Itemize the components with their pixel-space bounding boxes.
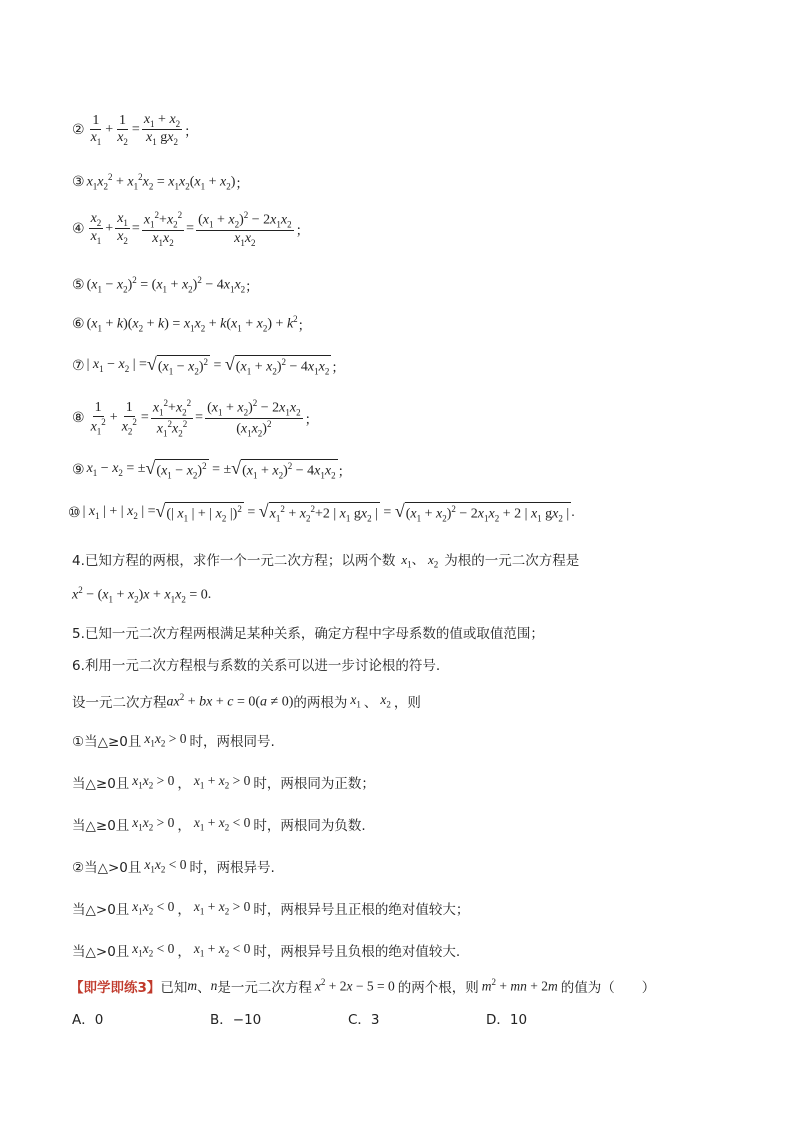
paragraph-7: 设一元二次方程 $ax^2$ + bx + c = 0(a ≠ 0) 的两根为 $x_1$ 、 $x_2$ ，则 bbox=[72, 691, 421, 711]
formula-10: ⑩ | $x_1$ | + | $x_2$ | = √ (| $x_1$ | + | $x_2$ |)$^2$ = √ $x_1^2 + x_2^2+2$ | $x_1$ $gx_2$ | = √ $(x_1 + x_2)^2 - 2x_1x_2 + 2$ | $x_1$ $gx_2$ | . bbox=[68, 501, 575, 524]
paragraph-4-equation: $x^2 - (x_1 + x_2)x + x_1x_2 = 0$ . bbox=[72, 585, 212, 605]
exercise-question: 【即学即练3】 已知 m 、 n 是一元二次方程 $x^2 + 2x - 5 = 0$ 的两个根，则 $m^2$ + mn + 2m 的值为（ ） bbox=[70, 977, 656, 996]
option-c[interactable]: C．3 bbox=[348, 1012, 380, 1028]
item-marker: ② bbox=[72, 121, 85, 138]
formula-8: ⑧ $\frac{1}{x_1^2}$ + $\frac{1}{x_2^2}$ = $\frac{x_1^2+x_2^2}{x_1^2x_2^2}$ = $\frac{(x_1 + x_2)^2 - 2x_1x_2}{(x_1x_2)^2}$ ； bbox=[72, 398, 319, 439]
paragraph-5: 5.已知一元二次方程两根满足某种关系，确定方程中字母系数的值或取值范围； bbox=[72, 626, 544, 642]
formula-2: ② $\frac{1}{x_1}$ + $\frac{1}{x_2}$ = $\frac{x_1 + x_2}{x_1 gx_2}$ ； bbox=[72, 112, 198, 147]
case-2: 当△≥0且 $x_1x_2 > 0$ ， $x_1 + x_2 > 0$ 时，两根同为正数； bbox=[72, 773, 375, 792]
option-a[interactable]: A．0 bbox=[72, 1012, 104, 1028]
case-3: 当△≥0且 $x_1x_2 > 0$ ， $x_1 + x_2 < 0$ 时，两根同为负数. bbox=[72, 815, 366, 834]
formula-4: ④ $\frac{x_2}{x_1}$ + $\frac{x_1}{x_2}$ = $\frac{x_1^2+x_2^2}{x_1x_2}$ = $\frac{(x_1 + x_2)^2 - 2x_1x_2}{x_1x_2}$ ； bbox=[72, 210, 310, 248]
formula-5: ⑤ $(x_1 - x_2)^2 = (x_1 + x_2)^2 - 4x_1x_2$ ； bbox=[72, 275, 259, 295]
paragraph-4: 4.已知方程的两根，求作一个一元二次方程；以两个数 $x_1$、 $x_2$ 为根的一元二次方程是 bbox=[72, 552, 580, 570]
formula-9: ⑨ $x_1 - x_2$ = ± √ $(x_1 - x_2)^2$ = ± √ $(x_1 + x_2)^2 - 4x_1x_2$ ； bbox=[72, 458, 352, 481]
formula-6: ⑥ $(x_1 + k)(x_2 + k) = x_1x_2 + k(x_1 + x_2) + k^2$ ； bbox=[72, 314, 312, 334]
case-4: ②当△>0且 $x_1x_2 < 0$ 时，两根异号. bbox=[72, 857, 275, 876]
case-5: 当△>0且 $x_1x_2 < 0$ ， $x_1 + x_2 > 0$ 时，两根异号且正根的绝对值较大； bbox=[72, 899, 470, 918]
option-d[interactable]: D．10 bbox=[486, 1012, 528, 1028]
option-b[interactable]: B．−10 bbox=[210, 1012, 262, 1028]
exercise-label: 【即学即练3】 bbox=[70, 980, 161, 996]
case-6: 当△>0且 $x_1x_2 < 0$ ， $x_1 + x_2 < 0$ 时，两根异号且负根的绝对值较大. bbox=[72, 941, 461, 960]
formula-7: ⑦ | $x_1 - x_2$ | = √ $(x_1 - x_2)^2$ = √ $(x_1 + x_2)^2 - 4x_1x_2$ ； bbox=[72, 354, 345, 377]
formula-3: ③ $x_1x_2^2 + x_1^2x_2 = x_1x_2(x_1 + x_2)$ ； bbox=[72, 172, 249, 192]
paragraph-6: 6.利用一元二次方程根与系数的关系可以进一步讨论根的符号. bbox=[72, 658, 441, 674]
case-1: ①当△≥0且 $x_1x_2 > 0$ 时，两根同号. bbox=[72, 731, 275, 750]
